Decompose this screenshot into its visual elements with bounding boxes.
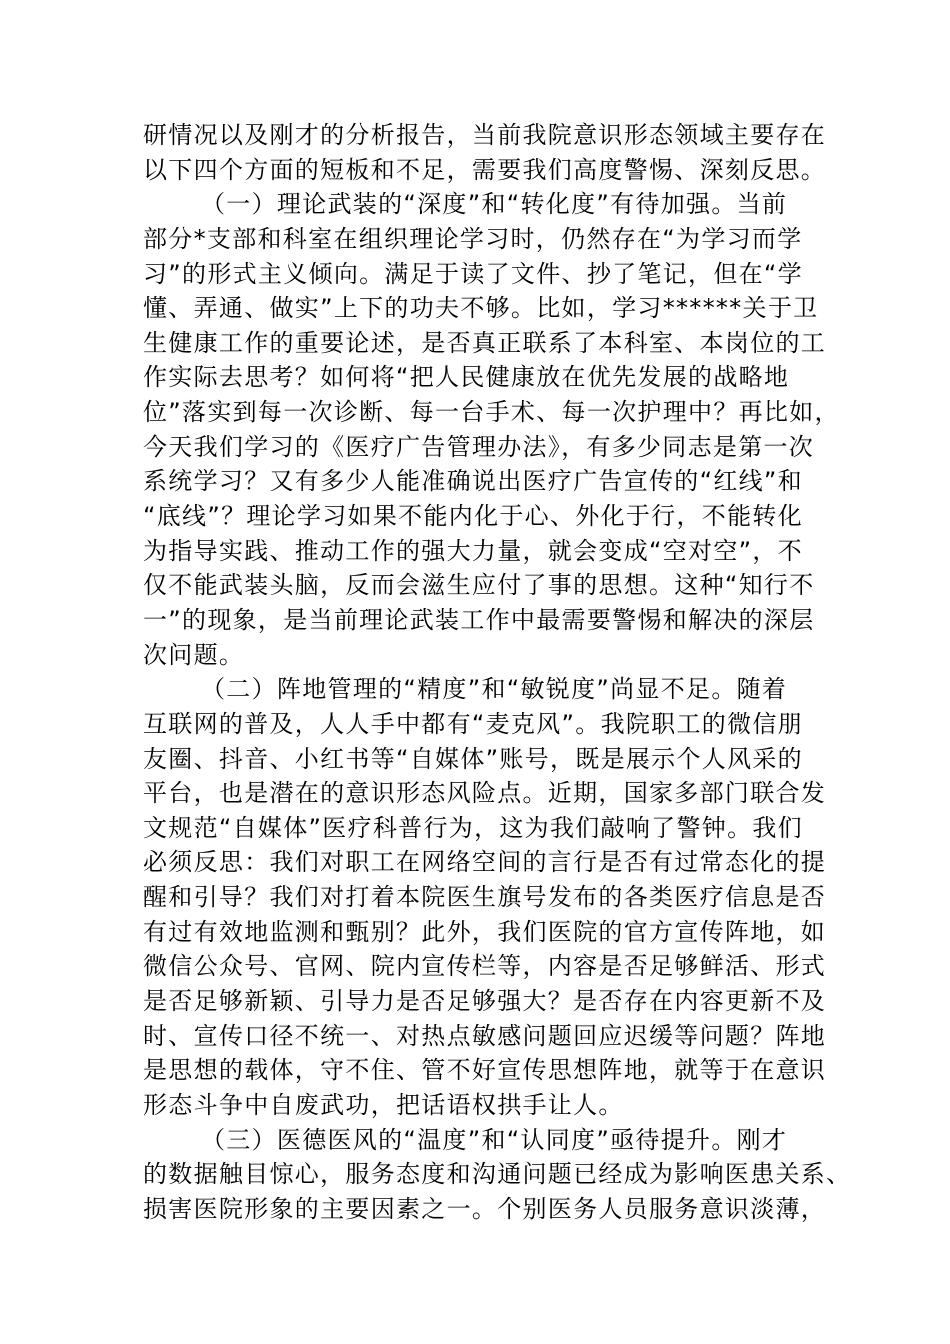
text-line: 生健康工作的重要论述，是否真正联系了本科室、本岗位的工 xyxy=(143,328,827,357)
text-line: 友圈、抖音、小红书等“自媒体”账号，既是展示个人风采的 xyxy=(143,744,803,773)
text-line: 的数据触目惊心，服务态度和沟通问题已经成为影响医患关系、 xyxy=(143,1160,852,1189)
section-heading-line: （二）阵地管理的“精度”和“敏锐度”尚显不足。随着 xyxy=(201,675,788,704)
text-line: 微信公众号、官网、院内宣传栏等，内容是否足够鲜活、形式 xyxy=(143,952,827,981)
text-line: 一”的现象，是当前理论武装工作中最需要警惕和解决的深层 xyxy=(143,605,815,634)
text-line: 形态斗争中自废武功，把话语权拱手让人。 xyxy=(143,1090,624,1119)
text-line: 互联网的普及，人人手中都有“麦克风”。我院职工的微信朋 xyxy=(143,709,803,738)
section-heading-line: （一）理论武装的“深度”和“转化度”有待加强。当前 xyxy=(201,190,788,219)
text-line: 仅不能武装头脑，反而会滋生应付了事的思想。这种“知行不 xyxy=(143,571,815,600)
text-line: 次问题。 xyxy=(143,640,245,669)
text-line: 损害医院形象的主要因素之一。个别医务人员服务意识淡薄， xyxy=(143,1194,827,1223)
text-line: 今天我们学习的《医疗广告管理办法》，有多少同志是第一次 xyxy=(143,432,815,461)
text-line: 是否足够新颖、引导力是否足够强大？是否存在内容更新不及 xyxy=(143,987,827,1016)
text-line: 有过有效地监测和甄别？此外，我们医院的官方宣传阵地，如 xyxy=(143,917,827,946)
text-line: 醒和引导？我们对打着本院医生旗号发布的各类医疗信息是否 xyxy=(143,883,827,912)
text-line: 文规范“自媒体”医疗科普行为，这为我们敲响了警钟。我们 xyxy=(143,813,803,842)
text-line: 部分*支部和科室在组织理论学习时，仍然存在“为学习而学 xyxy=(143,224,803,253)
text-line: 作实际去思考？如何将“把人民健康放在优先发展的战略地 xyxy=(143,363,790,392)
text-line: 为指导实践、推动工作的强大力量，就会变成“空对空”，不 xyxy=(143,536,803,565)
text-line: 习”的形式主义倾向。满足于读了文件、抄了笔记，但在“学 xyxy=(143,259,803,288)
text-line: 以下四个方面的短板和不足，需要我们高度警惕、深刻反思。 xyxy=(143,155,827,184)
text-line: 系统学习？又有多少人能准确说出医疗广告宣传的“红线”和 xyxy=(143,467,803,496)
section-heading-line: （三）医德医风的“温度”和“认同度”亟待提升。刚才 xyxy=(201,1125,788,1154)
text-line: 研情况以及刚才的分析报告，当前我院意识形态领域主要存在 xyxy=(143,121,827,149)
text-line: 时、宣传口径不统一、对热点敏感问题回应迟缓等问题？阵地 xyxy=(143,1021,827,1050)
text-line: 懂、弄通、做实”上下的功夫不够。比如，学习******关于卫 xyxy=(143,294,819,323)
text-line: “底线”？理论学习如果不能内化于心、外化于行，不能转化 xyxy=(143,502,803,531)
text-line: 位”落实到每一次诊断、每一台手术、每一次护理中？再比如， xyxy=(143,398,840,427)
text-line: 必须反思：我们对职工在网络空间的言行是否有过常态化的提 xyxy=(143,848,827,877)
document-body xyxy=(143,118,852,1227)
text-line: 平台，也是潜在的意识形态风险点。近期，国家多部门联合发 xyxy=(143,779,827,808)
text-line: 是思想的载体，守不住、管不好宣传思想阵地，就等于在意识 xyxy=(143,1056,827,1085)
